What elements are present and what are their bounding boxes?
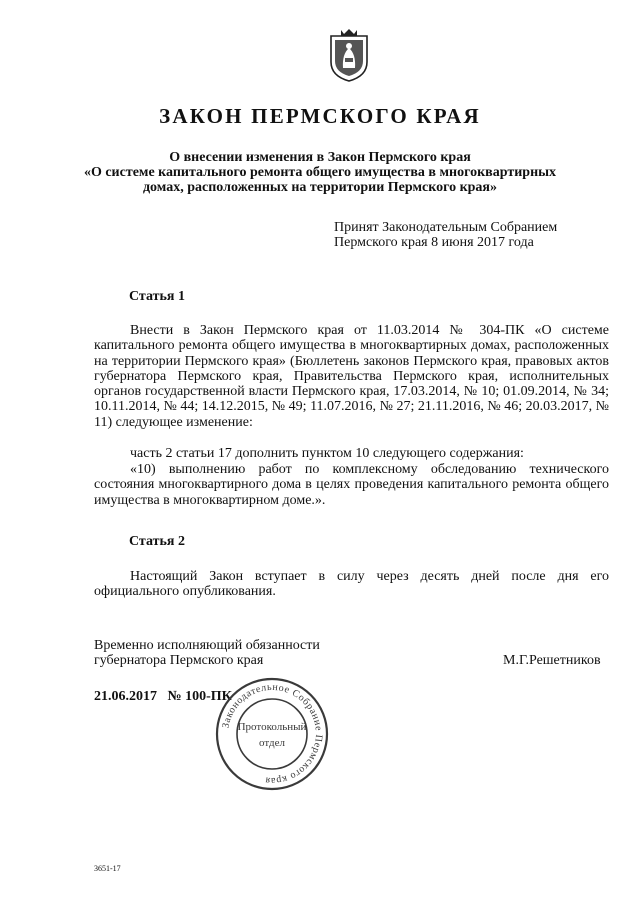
- signer-title-line: Временно исполняющий обязанности: [94, 638, 320, 653]
- article-2-paragraph-1: Настоящий Закон вступает в силу через десять дней после дня его официального опубликования.: [94, 569, 609, 600]
- article-1-paragraph-3: «10) выполнению работ по комплексному обследованию технического состояния многоквартирного дома в целях проведения капитального ремонта общего имущества в многоквартирном доме.».: [94, 462, 609, 508]
- law-title: ЗАКОН ПЕРМСКОГО КРАЯ: [159, 104, 481, 128]
- article-1-paragraph-1: Внести в Закон Пермского края от 11.03.2014 № 304-ПК «О системе капитального ремонта общего имущества в многоквартирных домах, расположенных на территории Пермского края» (Бюллетень законов Пермского края, правовых актов губернатора Пермского края, Правительства Пермского края, исполнительных органов государственной власти Пермского края, 17.03.2014, № 10; 01.09.2014, № 34; 10.11.2014, № 44; 14.12.2015, № 49; 11.07.2016, № 27; 21.11.2016, № 46; 20.03.2017, № 11) следующее изменение:: [94, 323, 609, 430]
- stamp-ring-text: [220, 682, 324, 786]
- law-date-number: 21.06.2017 № 100-ПК: [94, 689, 232, 704]
- law-subtitle: [80, 150, 560, 195]
- coat-of-arms-icon: [327, 28, 371, 82]
- adoption-line: Принят Законодательным Собранием: [334, 220, 558, 235]
- article-1-paragraph-2: часть 2 статьи 17 дополнить пунктом 10 следующего содержания:: [130, 446, 524, 461]
- document-code: 3651-17: [94, 864, 121, 873]
- article-2-heading: Статья 2: [129, 534, 185, 549]
- adoption-line: Пермского края 8 июня 2017 года: [334, 235, 534, 250]
- subtitle-line: О внесении изменения в Закон Пермского края: [169, 150, 471, 165]
- stamp-ring-textpath: Законодательное Собрание Пермского края: [220, 681, 325, 787]
- subtitle-line: домах, расположенных на территории Пермского края»: [142, 180, 498, 195]
- signer-name: М.Г.Решетников: [503, 653, 601, 668]
- subtitle-line: «О системе капитального ремонта общего имущества в многоквартирных: [83, 165, 557, 180]
- stamp-outer-ring: [217, 679, 327, 789]
- signer-title-line: губернатора Пермского края: [94, 653, 264, 668]
- stamp-inner-ring: [237, 699, 307, 769]
- stamp-center-line-2: отдел: [259, 737, 285, 749]
- adoption-note: [334, 220, 557, 250]
- stamp-center-line-1: Протокольный: [237, 721, 307, 733]
- official-stamp: [214, 676, 330, 792]
- signer-title: [94, 638, 320, 668]
- article-1-heading: Статья 1: [129, 289, 185, 304]
